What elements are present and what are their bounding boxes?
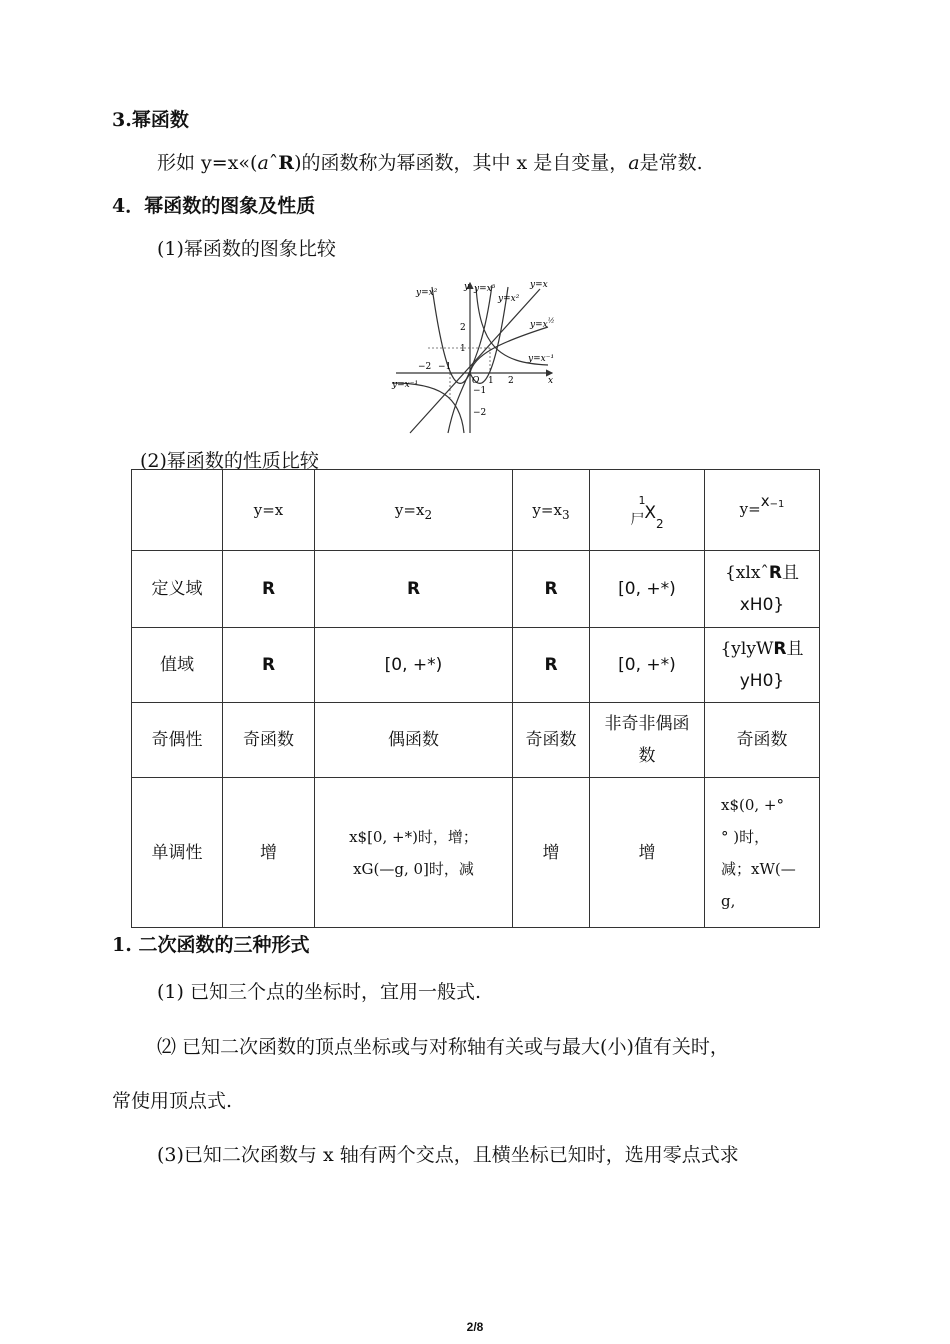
section1-p2b: 常使用顶点式.: [112, 1090, 233, 1112]
label-origin: O: [472, 376, 480, 386]
table-row: [132, 551, 820, 628]
def-hat: ˆ: [268, 152, 279, 174]
header-empty: [132, 470, 223, 551]
label-yx3: y=x³: [474, 284, 496, 294]
cell: R: [315, 551, 513, 628]
properties-table: [131, 469, 820, 928]
label-y-axis: y: [464, 282, 470, 292]
row-label-domain: 定义域: [132, 551, 223, 628]
section4-heading: 4．幂函数的图象及性质: [112, 195, 316, 217]
tick-y1: 1: [460, 344, 466, 354]
tick-yn1: −1: [473, 386, 487, 396]
cell: 非奇非偶函 数: [590, 703, 705, 778]
power-function-definition: [157, 148, 703, 175]
section1-p3: (3)已知二次函数与 x 轴有两个交点，且横坐标已知时，选用零点式求: [157, 1144, 739, 1166]
tick-xn1: −1: [438, 362, 452, 372]
tick-x2: 2: [508, 376, 514, 386]
label-x-axis: x: [548, 376, 554, 386]
def-end: 是常数.: [639, 152, 703, 174]
table-row: [132, 778, 820, 928]
def-a2: a: [628, 152, 640, 174]
header-yinv: $y=x^{-1}$: [705, 470, 820, 551]
cell: x$[0, +*)时，增； xG(—g, 0]时，减: [315, 778, 513, 928]
cell: 增: [223, 778, 315, 928]
label-yxinv: y=x⁻¹: [528, 354, 555, 364]
row-label-range: 值域: [132, 628, 223, 703]
curve-y-inv-neg: [392, 383, 464, 433]
cell: [0, +*): [590, 551, 705, 628]
cell: R: [513, 628, 590, 703]
curve-y-sqrt: [470, 327, 548, 373]
header-yx2: $y=x_2$: [315, 470, 513, 551]
table-row: [132, 703, 820, 778]
cell: 增: [590, 778, 705, 928]
section3-heading: 3.幂函数: [112, 109, 189, 131]
cell: 偶函数: [315, 703, 513, 778]
cell: x$(0, +° ° )时， 减；xW(— g,: [705, 778, 820, 928]
header-yx: y=x: [223, 470, 315, 551]
tick-y2: 2: [460, 323, 466, 333]
power-function-graph: [388, 275, 560, 437]
cell: R: [223, 551, 315, 628]
section4-sub2: (2)幂函数的性质比较: [140, 450, 319, 472]
table-row: [132, 628, 820, 703]
cell: 奇函数: [223, 703, 315, 778]
label-yx12: y=x²: [498, 294, 520, 304]
tick-yn2: −2: [473, 408, 487, 418]
tick-x1: 1: [488, 376, 494, 386]
cell: 增: [513, 778, 590, 928]
def-post: )的函数称为幂函数，其中 x 是自变量，: [294, 152, 629, 174]
header-ysqrt: 1 尸$X_2$: [590, 470, 705, 551]
label-yxinv2: y=x⁻¹: [392, 380, 419, 390]
cell: [0, +*): [590, 628, 705, 703]
page-number: 2/8: [466, 1320, 484, 1334]
row-label-parity: 奇偶性: [132, 703, 223, 778]
section1-p1: (1) 已知三个点的坐标时，宜用一般式.: [157, 981, 481, 1003]
cell: {xlxˆR且 xH0}: [705, 551, 820, 628]
section4-sub1: (1)幂函数的图象比较: [157, 238, 336, 260]
cell: [0, +*): [315, 628, 513, 703]
cell: {ylyWR且 yH0}: [705, 628, 820, 703]
cell: 奇函数: [705, 703, 820, 778]
def-a: a: [257, 152, 269, 174]
cell: R: [223, 628, 315, 703]
label-yx2: y=x²: [416, 288, 438, 298]
label-yx: y=x: [530, 280, 548, 290]
label-yxhalf: $y=x^{\frac{1}{2}}$: [530, 317, 555, 330]
section1-p2a: ⑵ 已知二次函数的顶点坐标或与对称轴有关或与最大(小)值有关时，: [157, 1036, 729, 1058]
tick-xn2: −2: [418, 362, 432, 372]
cell: 奇函数: [513, 703, 590, 778]
def-pre: 形如 y=x«(: [157, 152, 258, 174]
def-R: R: [278, 152, 295, 174]
cell: R: [513, 551, 590, 628]
row-label-monotonicity: 单调性: [132, 778, 223, 928]
header-yx3: $y=x_3$: [513, 470, 590, 551]
table-header-row: [132, 470, 820, 551]
section1-heading: 1. 二次函数的三种形式: [112, 934, 310, 956]
